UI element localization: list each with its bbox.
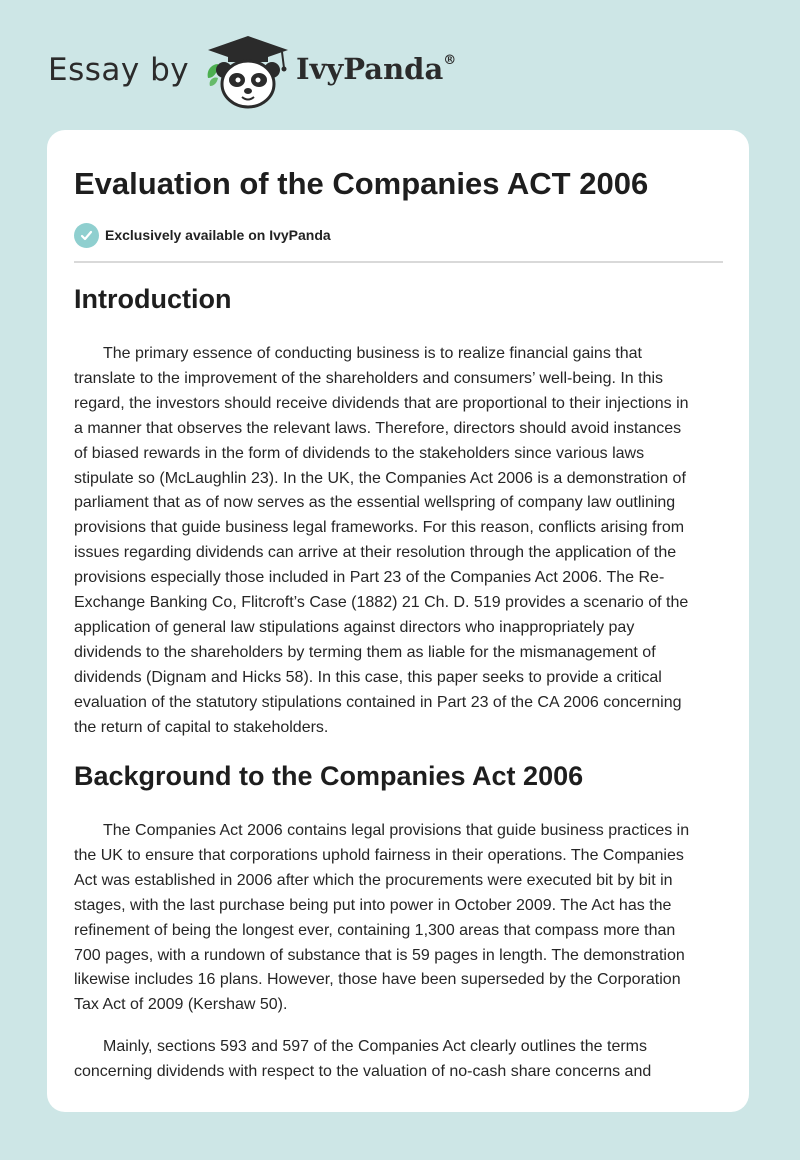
text-line: issues regarding dividends can arrive at their resolution through the application of the [74, 544, 677, 562]
text-line: dividends to the shareholders by terming them as liable for the mismanagement of [74, 643, 656, 661]
exclusive-badge [74, 222, 331, 248]
brand-name[interactable] [296, 52, 456, 86]
text-line: stages, with the last purchase being put into power in October 2009. The Act has the [74, 896, 672, 914]
paragraph [74, 819, 723, 1018]
text-line: the return of capital to stakeholders. [74, 718, 329, 736]
text-line: Exchange Banking Co, Flitcroft’s Case (1882) 21 Ch. D. 519 provides a scenario of the [74, 594, 689, 612]
divider [74, 261, 723, 263]
text-line: provisions that guide business legal frameworks. For this reason, conflicts arising from [74, 519, 685, 537]
text-line: The Companies Act 2006 contains legal provisions that guide business practices in [103, 822, 690, 839]
exclusive-text: Exclusively available on IvyPanda [105, 227, 331, 243]
text-line: the UK to ensure that corporations uphold fairness in their operations. The Companies [74, 846, 684, 864]
section-heading-background: Background to the Companies Act 2006 [74, 761, 584, 791]
registered-mark: ® [443, 53, 457, 69]
text-line: evaluation of the statutory stipulations contained in Part 23 of the CA 2006 concerning [74, 693, 682, 711]
paragraph [74, 1035, 723, 1085]
text-line: application of general law stipulations against directors who inappropriately pay [74, 618, 635, 636]
page-title: Evaluation of the Companies ACT 2006 [74, 166, 649, 201]
text-line: Tax Act of 2009 (Kershaw 50). [74, 996, 288, 1014]
text-line: 700 pages, with a rundown of substance that is 59 pages in length. The demonstration [74, 946, 685, 964]
text-line: Mainly, sections 593 and 597 of the Companies Act clearly outlines the terms [103, 1038, 647, 1055]
text-line: parliament that as of now serves as the essential wellspring of company law outlining [74, 494, 676, 512]
paragraph [74, 342, 723, 741]
check-icon [74, 223, 99, 248]
text-line: of biased rewards in the form of dividends to the stakeholders since various laws [74, 444, 645, 462]
brand-name-text: IvyPanda [296, 52, 444, 86]
text-line: stipulate so (McLaughlin 23). In the UK, the Companies Act 2006 is a demonstration of [74, 469, 686, 487]
brand-prefix: Essay by [48, 52, 190, 88]
text-line: The primary essence of conducting business is to realize financial gains that [103, 345, 642, 362]
panda-graduation-cap-icon[interactable] [202, 34, 294, 115]
text-line: likewise includes 16 plans. However, those have been superseded by the Corporation [74, 971, 681, 989]
text-line: a manner that observes the relevant laws. Therefore, directors should avoid instances [74, 419, 682, 437]
text-line: concerning dividends with respect to the valuation of no-cash share concerns and [74, 1062, 652, 1080]
text-line: translate to the improvement of the shareholders and consumers’ well-being. In this [74, 369, 664, 387]
text-line: regard, the investors should receive dividends that are proportional to their injections in [74, 394, 689, 412]
brand-header [0, 0, 800, 130]
section-heading-introduction: Introduction [74, 284, 232, 314]
text-line: dividends (Dignam and Hicks 58). In this case, this paper seeks to provide a critical [74, 668, 662, 686]
essay-card [47, 130, 749, 1112]
text-line: provisions especially those included in Part 23 of the Companies Act 2006. The Re- [74, 569, 665, 587]
text-line: refinement of being the longest ever, containing 1,300 areas that compass more than [74, 921, 676, 939]
text-line: Act was established in 2006 after which the procurements were executed bit by bit in [74, 871, 673, 889]
